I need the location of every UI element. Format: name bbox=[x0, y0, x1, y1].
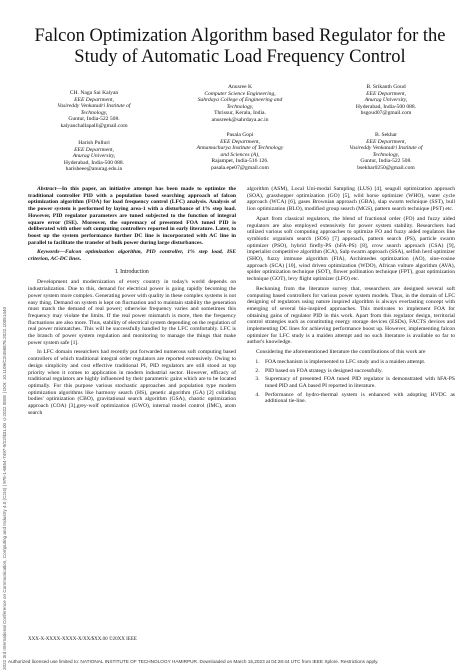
author-card bbox=[170, 84, 310, 124]
list-item: 3. Supremacy of presented FOA tuned PID regulator is demonstrated with hFA-PS tuned PID and GA based PI reported in literature. bbox=[261, 376, 455, 389]
abstract-text: —In this paper, an initiative attempt has been made to optimize the traditional controller PID with a population based searching approach of falcon optimization algorithm (FOA) for load frequency control (LFC) analysis. Analysis of the power system is performed by laying area-1 with a disturbance of 1% step load. However, PID regulator parameters are tuned subjected to the function of integral square error (ISE). Moreover, the supremacy of presented FOA tuned PID is deliberated with other soft computing controllers reported in early literature. Later, to boost up the system performance further DC line is incorporated with AC line in parallel to facilitate the transfer of bulk power during large disturbances. bbox=[28, 186, 236, 246]
author-card bbox=[24, 140, 164, 173]
author-name: B. Srikanth Goud bbox=[366, 84, 406, 90]
author-email: bsekhar0250@gmail.com bbox=[357, 164, 415, 171]
author-card bbox=[316, 84, 456, 117]
left-column bbox=[28, 186, 236, 420]
footer-identifier: XXX-X-XXXX-XXXX-X/XX/$XX.00 ©20XX IEEE bbox=[28, 637, 137, 642]
author-name: Pasala Gopi bbox=[226, 132, 254, 138]
body-paragraph: Development and modernization of every country in today's world depends on industrialization. Due to this, demand for electrical power is going rapidly becoming the power system more complex. Generating power with quality in these complex systems is not easy thing. Demand on system is kept on fluctuation and to maintain stability the generation must match the demand of real power; otherwise frequency varies and sometimes this frequency may violate the limits. If the real power mismatch is more, then the frequency fluctuations are also more. Thus, stability of electrical system depending on the regulation of real power mismatches. This will be successfully handled by the LFC comfortably. LFC is the branch of power system regulation and monitoring to manage the things that make power system safe [1]. bbox=[28, 279, 236, 346]
author-affiliation-line: Technology, bbox=[226, 103, 254, 110]
author-email: pasala.epe07@gmail.com bbox=[211, 164, 269, 171]
author-location: Hyderabad, India-500 088. bbox=[63, 159, 125, 166]
author-affiliation-line: EEE Department, bbox=[366, 90, 406, 97]
author-card bbox=[170, 132, 310, 172]
abstract-label: Abstract bbox=[37, 186, 57, 192]
body-paragraph: Reckoning from the literature survey that, researchers are designed several soft computing based controllers for various power system models. Thus, in the domain of LFC designing of regulators using nature inspired algorithm is always everlasting concept with emerging of several bio-inspired approaches. This motivates to implement FOA for obtaining gains of regulator PID in this work. Apart from this regulator design, territorial control strategies such as constituting energy storage devices (ESDs), FACTS devices and implementing DC lines for achieving performance boost up. However, implementing falcon optimizer for LFC study is a maiden attempt and no such literature is available so far to author's knowledge. bbox=[247, 285, 455, 346]
author-block bbox=[24, 84, 456, 179]
author-email: harisheee@anurag.edu.in bbox=[65, 166, 123, 173]
list-item: 2. PID based on FOA strategy is designed successfully. bbox=[261, 368, 455, 375]
author-affiliation-line: Vasireddy Venkatadri Institute of bbox=[349, 145, 423, 152]
right-column bbox=[247, 186, 455, 407]
author-affiliation-line: Sahrdaya College of Engineering and bbox=[197, 97, 283, 104]
author-email: kalyanchallapalli@gmail.com bbox=[60, 122, 128, 129]
author-affiliation-line: Annamacharya Institute of Technology bbox=[196, 145, 284, 152]
body-paragraph: algorithm (ASM), Local Uni-modal Sampling (LUS) [4], seagull optimization approach (SOA), grasshopper optimization (GO) [5], wild horse optimizer (WHO), water cycle approach (WCA) [6], gases Brownian approach (GBA), slap swarm technique (SST), bull lion optimization (BLO), modified group search (MGS), pattern search technique (PST) etc. bbox=[247, 186, 455, 213]
author-location: Hyderabad, India-500 088. bbox=[355, 103, 417, 110]
keywords-label: Keywords bbox=[37, 249, 60, 256]
paper-title: Falcon Optimization Algorithm based Regulator for the Study of Automatic Load Frequency Control bbox=[34, 26, 446, 67]
keywords-text: —Falcon optimization algorithm, PID controller, 1% step load, ISE criterion, AC-DC lines. bbox=[28, 249, 236, 263]
author-affiliation-line: Vasireddy Venkatadri Institute of bbox=[57, 103, 131, 110]
body-paragraph: Apart from classical regulators, the blend of fractional order (FO) and fuzzy aided regulators are also employed extensively for power system stability. Researchers had utilized various soft computing approaches to optimize FO and fuzzy aided regulators like symbiotic organism search (SOS) [7] approach, pattern search (PS), particle swarm optimizer (PSO), hybrid firefly-PS (hFA-PS) [8], crow search approach (CSA) [9], imperialist competitive algorithm (ICA), Salp swarm approach (SSA), selfish herd optimizer (SHO), fuzzy immune algorithm (FIA), Archimedes optimization (AO), sine-cosine approach (SCA) [10], wind driven optimization (WDO), African vulture algorithm (AVA), spider optimization technique (SOT), flower pollination technique (FPT), goat optimization technique (GOT), levy flight optimizer (LFO) etc. bbox=[247, 215, 455, 283]
author-email: bsgoud07@gmail.com bbox=[360, 110, 412, 117]
author-location: Rajampet, India-516 126. bbox=[211, 158, 269, 165]
author-affiliation-line: and Sciences (A), bbox=[220, 151, 260, 158]
author-card bbox=[316, 132, 456, 172]
list-item: 1. FOA mechanism is implemented to LFC study and is a maiden attempt. bbox=[261, 359, 455, 366]
author-affiliation-line: EEE Department, bbox=[74, 96, 114, 103]
license-footer: Authorized licensed use limited to: NATIONAL INSTITUTE OF TECHNOLOGY HAMIRPUR. Downloaded on March 15,2023 at 04:28:44 UTC from IEEE Xplore. Restrictions apply. bbox=[8, 659, 379, 664]
author-affiliation-line: Anurag University, bbox=[364, 97, 408, 104]
body-paragraph: Considering the aforementioned literature the contributions of this work are bbox=[256, 349, 426, 356]
author-location: Guntur, India-522 508. bbox=[360, 158, 412, 165]
author-affiliation-line: Anurag University, bbox=[72, 153, 116, 160]
author-name: B. Sekhar bbox=[374, 132, 398, 138]
author-affiliation-line: EEE Department, bbox=[220, 138, 260, 145]
author-affiliation-line: Computer Science Engineering, bbox=[204, 90, 276, 97]
author-card bbox=[24, 90, 164, 130]
conference-side-strip: 2022 3rd International Conference on Communication, Computing and Industry 4.0 (C2I4) | 978-1-6654-7497-9/22/$31.00 ©2022 IEEE | DOI: 10.1109/C2I456876.2022.10051440 bbox=[2, 306, 7, 670]
contribution-list bbox=[247, 359, 455, 405]
author-name: CH. Naga Sai Kalyan bbox=[69, 90, 119, 96]
body-paragraph: In LFC domain researchers had recently put forwarded numerous soft computing based controllers of which traditional integral order regulators are reported extensively. Owing to design simplicity and cost effective traditional PI, PID regulators are still stood at top priority when it comes to application in modern industrial sector. However, efficacy of traditional regulators are highly influenced by their parametric gains which are to be located optimally. For this purpose various stochastic approaches and population type modern optimization algorithms like harmony search (HS), genetic algorithm (GA) [2] colliding bodies' optimization (CBO), gravitational search algorithm (GSA), chaotic optimization approach (COA) [3],grey-wolf optimization (GWO), internal model control (IMC), atom search bbox=[28, 349, 236, 416]
list-item: 4. Performance of hydro-thermal system is enhanced with adopting HVDC as additional tie-line. bbox=[261, 392, 455, 405]
author-affiliation-line: Technology, bbox=[80, 109, 108, 116]
author-name: Anusree K bbox=[227, 84, 253, 90]
author-location: Thrissur, Kerala, India. bbox=[214, 110, 266, 117]
author-affiliation-line: EEE Department, bbox=[366, 138, 406, 145]
keywords bbox=[28, 249, 236, 262]
author-affiliation-line: Technology, bbox=[372, 151, 400, 158]
author-name: Harish Pulluri bbox=[78, 140, 110, 146]
author-affiliation-line: EEE Department, bbox=[74, 146, 114, 153]
author-email: anusreek@sahrdaya.ac.in bbox=[211, 116, 269, 123]
author-location: Guntur, India-522 508. bbox=[68, 116, 120, 123]
abstract bbox=[28, 186, 236, 246]
section-heading: I. Introduction bbox=[115, 268, 149, 275]
